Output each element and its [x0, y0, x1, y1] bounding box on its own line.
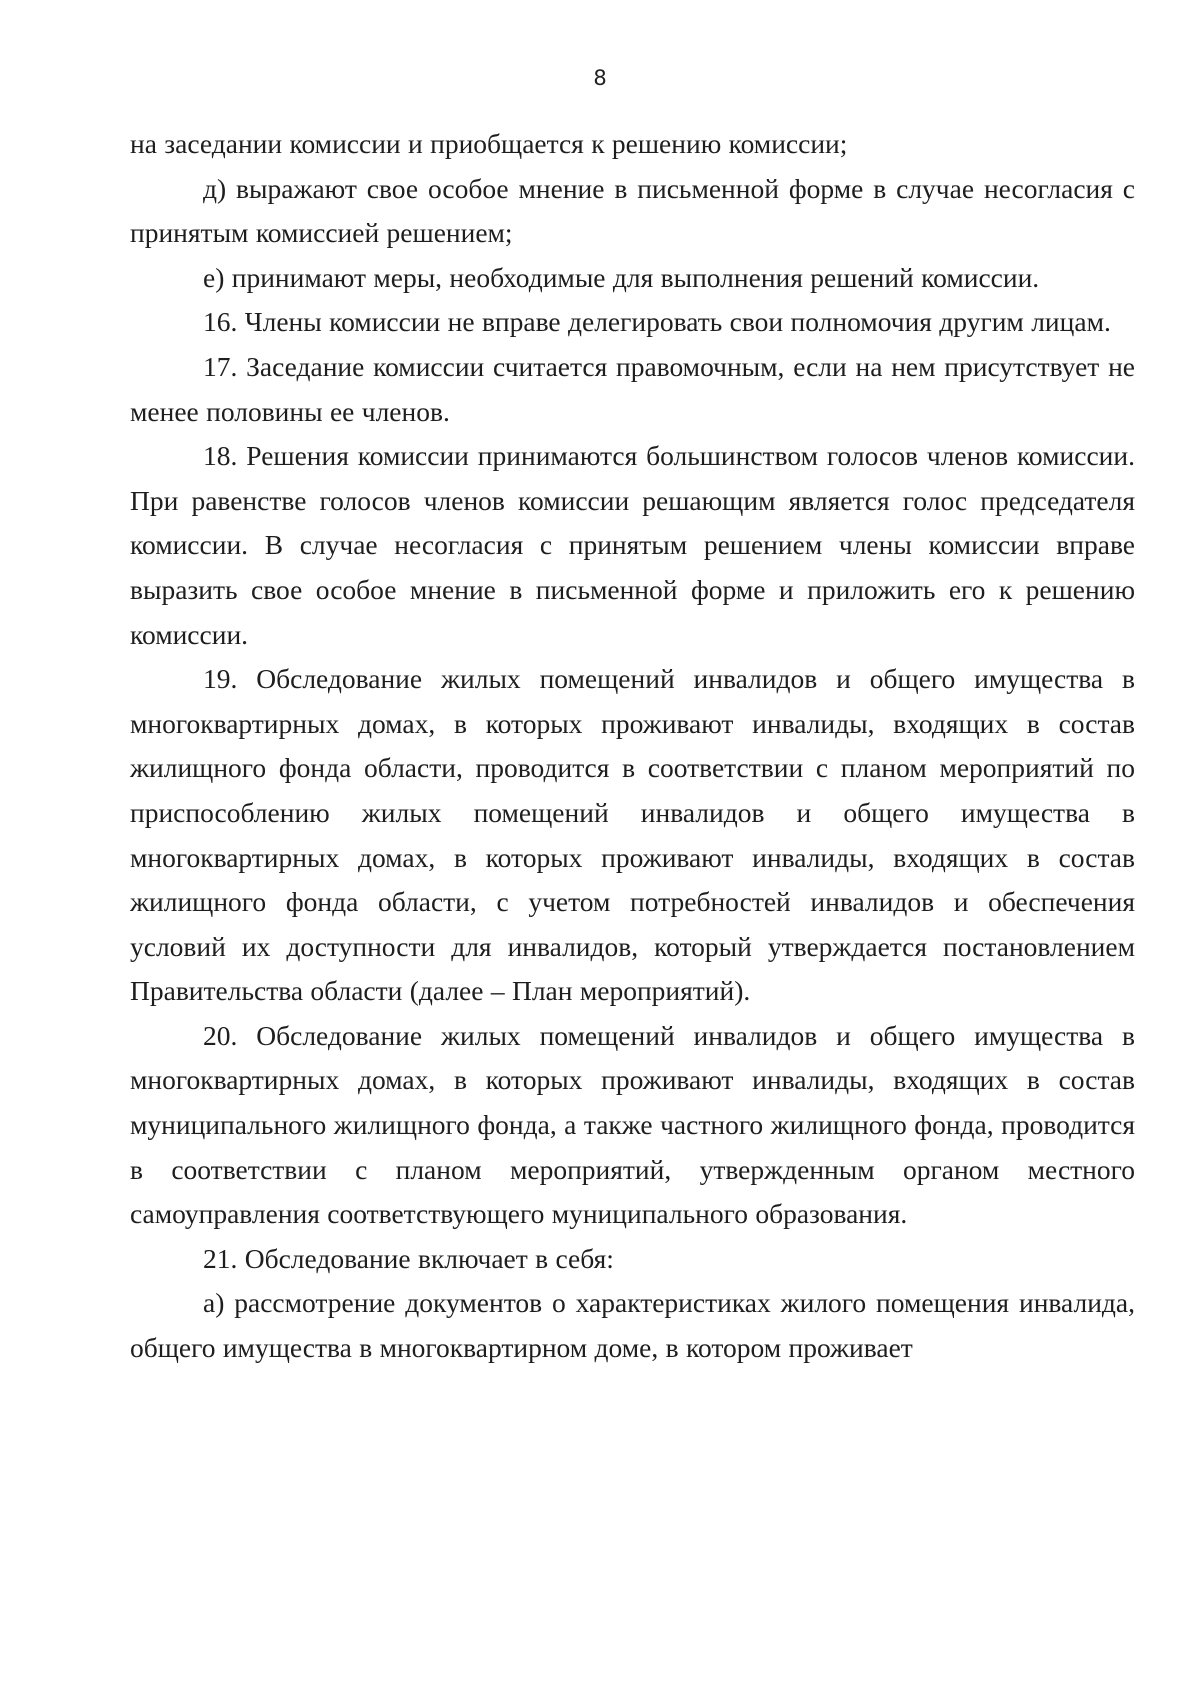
paragraph-17: 17. Заседание комиссии считается правомочным, если на нем присутствует не менее половины ее членов. [130, 350, 1135, 427]
paragraph-20: 20. Обследование жилых помещений инвалидов и общего имущества в многоквартирных домах, в которых проживают инвалиды, входящих в состав муниципального жилищного фонда, а также частного жилищного фонда, проводится в соответствии с планом мероприятий, утвержденным органом местного самоуправления соответствующего муниципального образования. [130, 1019, 1135, 1230]
paragraph-16: 16. Члены комиссии не вправе делегировать свои полномочия другим лицам. [203, 306, 1111, 338]
paragraph-18: 18. Решения комиссии принимаются большинством голосов членов комиссии. При равенстве голосов членов комиссии решающим является голос председателя комиссии. В случае несогласия с принятым решением члены комиссии вправе выразить свое особое мнение в письменной форме и приложить его к решению комиссии. [130, 440, 1135, 650]
paragraph-item-e: е) принимают меры, необходимые для выполнения решений комиссии. [203, 261, 1040, 293]
paragraph-continuation: на заседании комиссии и приобщается к решению комиссии; [130, 128, 848, 159]
paragraph-item-d: д) выражают свое особое мнение в письменной форме в случае несогласия с принятым комиссией решением; [130, 172, 1135, 249]
paragraph-19: 19. Обследование жилых помещений инвалидов и общего имущества в многоквартирных домах, в которых проживают инвалиды, входящих в состав жилищного фонда области, проводится в соответствии с планом мероприятий по приспособлению жилых помещений инвалидов и общего имущества в многоквартирных домах, в которых проживают инвалиды, входящих в состав жилищного фонда области, с учетом потребностей инвалидов и обеспечения условий их доступности для инвалидов, который утверждается постановлением Правительства области (далее – План мероприятий). [130, 663, 1135, 1007]
page-number: 8 [593, 66, 607, 90]
document-body [130, 122, 1135, 1371]
paragraph-21-item-a: а) рассмотрение документов о характеристиках жилого помещения инвалида, общего имущества в многоквартирном доме, в котором проживает [130, 1287, 1135, 1364]
paragraph-21: 21. Обследование включает в себя: [203, 1242, 614, 1274]
